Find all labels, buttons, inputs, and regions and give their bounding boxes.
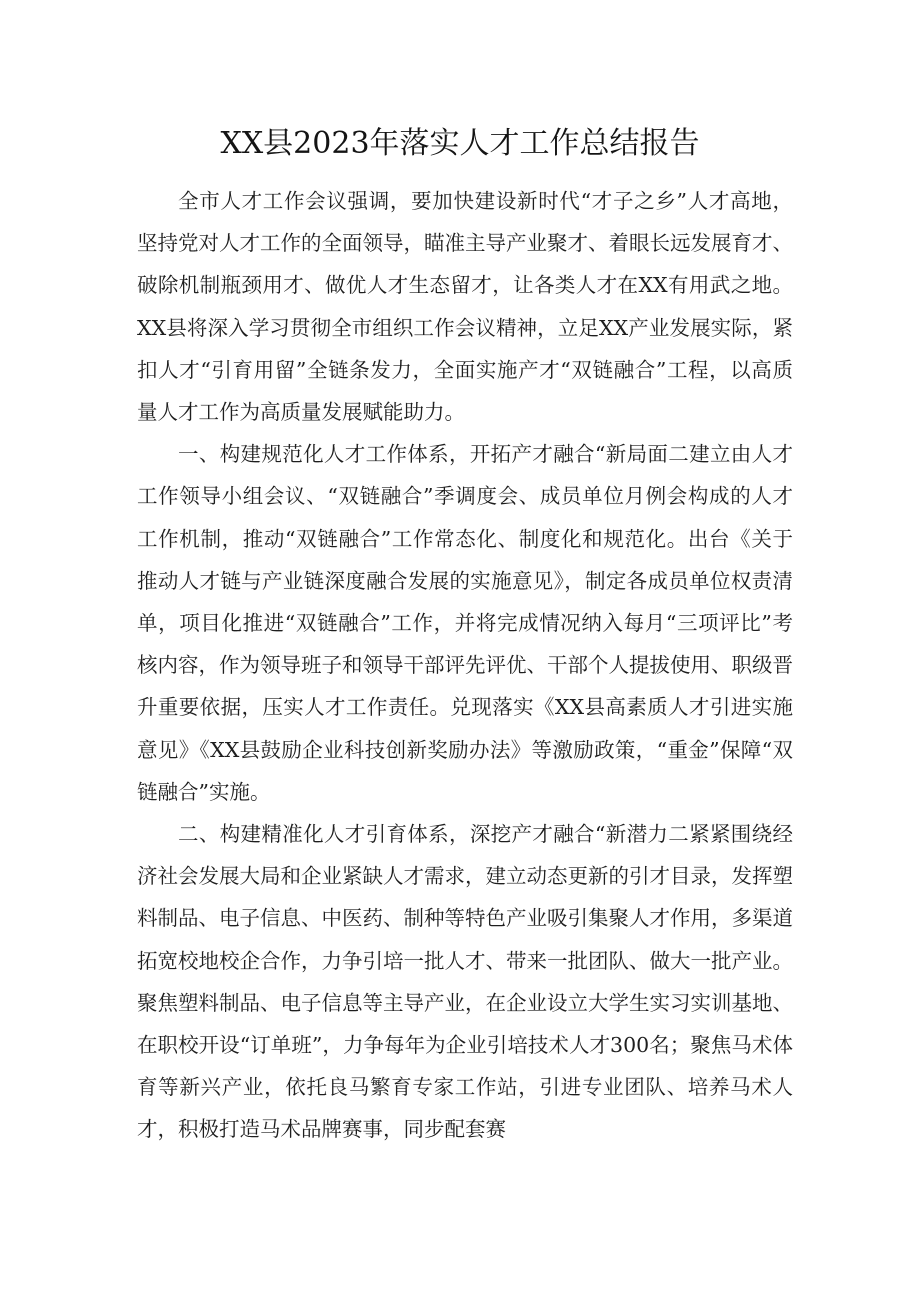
document-title: XX县2023年落实人才工作总结报告 <box>220 126 700 161</box>
paragraph-section-2: 二、构建精准化人才引育体系，深挖产才融合“新潜力二紧紧围绕经济社会发展大局和企业紧缺人才需求，建立动态更新的引才目录，发挥塑料制品、电子信息、中医药、制种等特色产业吸引集聚人才作用，多渠道拓宽校地校企合作，力争引培一批人才、带来一批团队、做大一批产业。聚焦塑料制品、电子信息等主导产业，在企业设立大学生实习实训基地、在职校开设“订单班”，力争每年为企业引培技术人才300名；聚焦马术体育等新兴产业，依托良马繁育专家工作站，引进专业团队、培养马术人才，积极打造马术品牌赛事，同步配套赛 <box>137 822 793 1142</box>
document-body <box>137 180 793 1151</box>
paragraph-intro: 全市人才工作会议强调，要加快建设新时代“才子之乡”人才高地，坚持党对人才工作的全面领导，瞄准主导产业聚才、着眼长远发展育才、破除机制瓶颈用才、做优人才生态留才，让各类人才在XX有用武之地。XX县将深入学习贯彻全市组织工作会议精神，立足XX产业发展实际，紧扣人才“引育用留”全链条发力，全面实施产才“双链融合”工程，以高质量人才工作为高质量发展赋能助力。 <box>137 189 793 425</box>
paragraph-section-1: 一、构建规范化人才工作体系，开拓产才融合“新局面二建立由人才工作领导小组会议、“双链融合”季调度会、成员单位月例会构成的人才工作机制，推动“双链融合”工作常态化、制度化和规范化。出台《关于推动人才链与产业链深度融合发展的实施意见》，制定各成员单位权责清单，项目化推进“双链融合”工作，并将完成情况纳入每月“三项评比”考核内容，作为领导班子和领导干部评先评优、干部个人提拔使用、职级晋升重要依据，压实人才工作责任。兑现落实《XX县高素质人才引进实施意见》《XX县鼓励企业科技创新奖励办法》等激励政策，“重金”保障“双链融合”实施。 <box>137 442 793 804</box>
